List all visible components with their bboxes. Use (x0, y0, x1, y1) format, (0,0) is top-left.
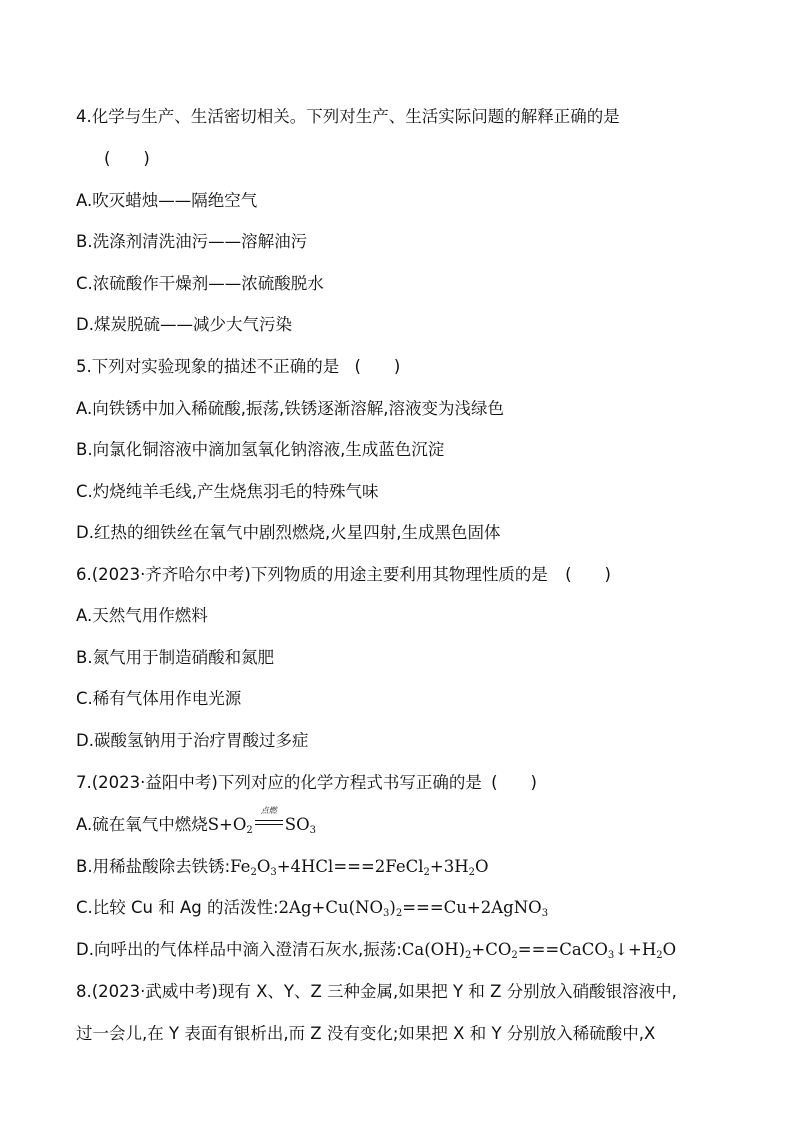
q6-stem: 6.(2023·齐齐哈尔中考)下列物质的用途主要利用其物理性质的是 (76, 565, 548, 584)
q7-option-b-text: B.用稀盐酸除去铁锈: (76, 857, 231, 876)
q4-option-b: B.洗涤剂清洗油污——溶解油污 (76, 232, 308, 251)
q7-option-a-condition-label: 点燃 (260, 806, 277, 815)
q7-option-c-equation: $2Ag+Cu(NO_3)_2===Cu+2AgNO_3$ (278, 898, 549, 919)
q5-stem-line (76, 356, 400, 378)
q4-option-c: C.浓硫酸作干燥剂——浓硫酸脱水 (76, 274, 324, 293)
q6-stem-line (76, 564, 611, 586)
q7-option-a-reactants: S+O (207, 815, 247, 834)
q4-option-d: D.煤炭脱硫——减少大气污染 (76, 315, 292, 334)
q7-option-d-equation: $Ca(OH)_2+CO_2===CaCO_3↓+H_2O$ (401, 940, 677, 961)
q4-answer-bracket: ( ) (104, 149, 150, 168)
q5-option-d: D.红热的细铁丝在氧气中剧烈燃烧,火星四射,生成黑色固体 (76, 523, 501, 542)
q7-stem: 7.(2023·益阳中考)下列对应的化学方程式书写正确的是 (76, 773, 482, 792)
q7-option-a-so3-subscript: 3 (309, 825, 316, 836)
q7-option-b-equation: $Fe_2O_3+4HCl===2FeCl_2+3H_2O$ (230, 857, 489, 878)
q6-answer-bracket: ( ) (565, 565, 611, 584)
q6-option-a: A.天然气用作燃料 (76, 606, 208, 625)
q7-option-d-text: D.向呼出的气体样品中滴入澄清石灰水,振荡: (76, 940, 402, 959)
q5-option-b: B.向氯化铜溶液中滴加氢氧化钠溶液,生成蓝色沉淀 (76, 440, 445, 459)
q7-option-a-text: A.硫在氧气中燃烧 (76, 815, 208, 834)
q6-option-c: C.稀有气体用作电光源 (76, 689, 242, 708)
q4-option-a: A.吹灭蜡烛——隔绝空气 (76, 191, 258, 210)
equals-bar-top (255, 820, 283, 821)
q6-option-b: B.氮气用于制造硝酸和氮肥 (76, 648, 275, 667)
equals-bar-bottom (255, 824, 283, 825)
q7-option-d (76, 939, 676, 961)
q7-option-a (76, 806, 316, 836)
q7-stem-line (76, 772, 537, 794)
q5-answer-bracket: ( ) (354, 357, 401, 376)
q7-option-a-condition-sign (254, 806, 284, 829)
q5-option-c: C.灼烧纯羊毛线,产生烧焦羽毛的特殊气味 (76, 482, 379, 501)
q7-answer-bracket: ( ) (491, 773, 537, 792)
q5-option-a: A.向铁锈中加入稀硫酸,振荡,铁锈逐渐溶解,溶液变为浅绿色 (76, 399, 504, 418)
q5-stem: 5.下列对实验现象的描述不正确的是 (76, 357, 340, 376)
q8-stem-line-1: 8.(2023·武威中考)现有 X、Y、Z 三种金属,如果把 Y 和 Z 分别放入硝酸银溶液中, (76, 982, 677, 1001)
q7-option-a-product: SO (284, 815, 310, 834)
q8-stem-line-2: 过一会儿,在 Y 表面有银析出,而 Z 没有变化;如果把 X 和 Y 分别放入稀硫酸中,X (76, 1024, 656, 1043)
q7-option-b (76, 856, 489, 878)
q6-option-d: D.碳酸氢钠用于治疗胃酸过多症 (76, 731, 309, 750)
q4-stem: 4.化学与生产、生活密切相关。下列对生产、生活实际问题的解释正确的是 (76, 107, 620, 126)
q7-option-c-text: C.比较 Cu 和 Ag 的活泼性: (76, 898, 279, 917)
q7-option-c (76, 897, 548, 919)
q7-option-a-o2-subscript: 2 (246, 825, 253, 836)
